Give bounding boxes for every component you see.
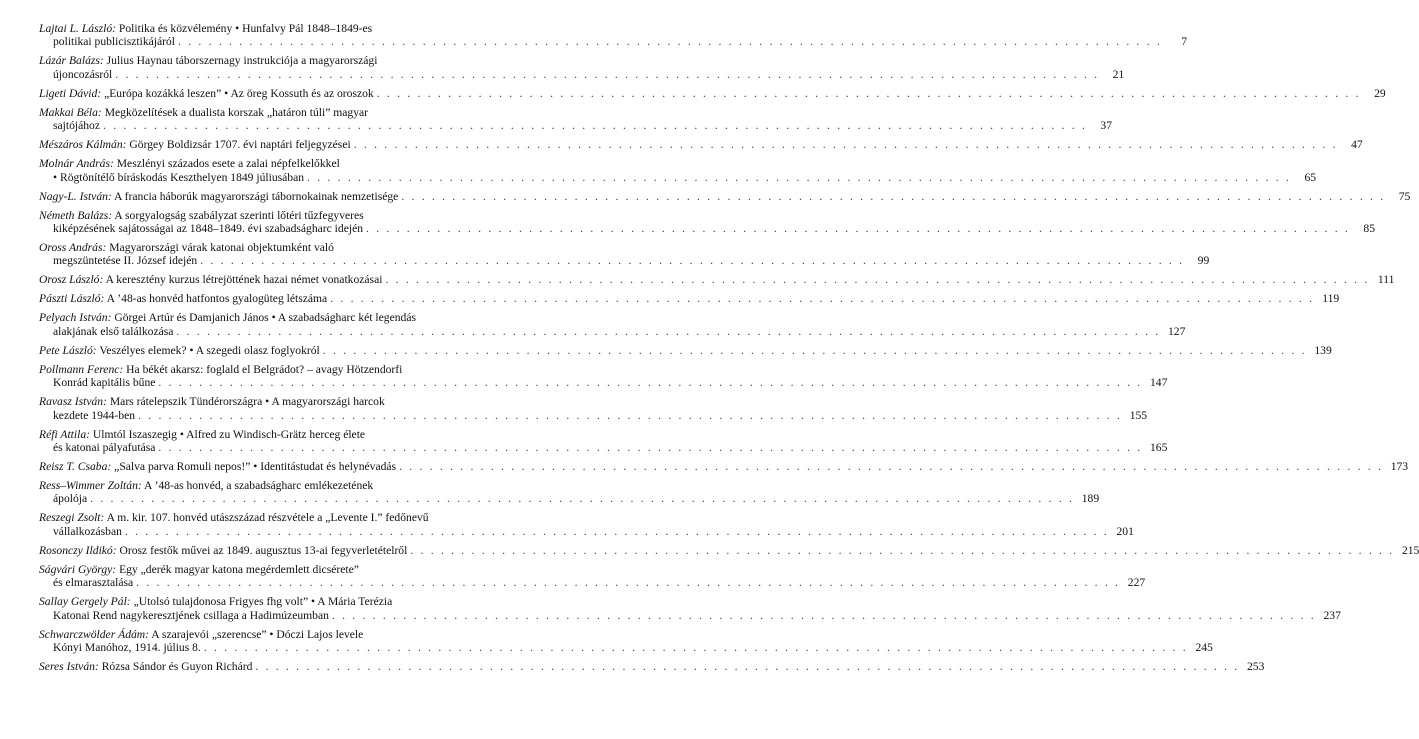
toc-entry (39, 362, 1168, 390)
toc-title: és katonai pályafutása (53, 441, 156, 455)
toc-entry-text (53, 576, 133, 589)
toc-entry-text (39, 344, 320, 357)
toc-entry-line (39, 209, 527, 222)
dot-leader (125, 525, 1109, 538)
toc-title: Ha békét akarsz: foglald el Belgrádot? – avagy Hötzendorfi (126, 362, 403, 376)
toc-entry-line (39, 543, 1419, 557)
toc-entry (39, 460, 1409, 474)
toc-entry-line (39, 254, 1210, 268)
toc-entry-text (39, 479, 373, 492)
toc-title: ápolója (53, 492, 88, 506)
toc-author: Pollmann Ferenc: (39, 362, 124, 376)
page-number: 139 (1314, 343, 1332, 357)
page-number: 85 (1363, 222, 1376, 236)
toc-entry (39, 660, 1265, 674)
toc-author: Ligeti Dávid: (39, 86, 102, 100)
dot-leader (204, 641, 1188, 654)
page-number: 227 (1127, 576, 1146, 590)
toc-entry-text (39, 363, 402, 376)
toc-author: Rosonczy Ildikó: (39, 543, 117, 557)
toc-title: Megközelítések a dualista korszak „határon túli” magyar (104, 105, 369, 119)
toc-entry-text (53, 68, 112, 81)
dot-leader (354, 138, 1338, 151)
toc-entry-text (39, 395, 385, 408)
toc-title: A szarajevói „szerencse” • Dóczi Lajos levele (151, 627, 364, 641)
page-number: 75 (1398, 189, 1411, 203)
toc-author: Reszegi Zsolt: (39, 511, 105, 525)
toc-author: Sallay Gergely Pál: (39, 595, 131, 609)
toc-entry-line (39, 22, 527, 35)
toc-title: A sorgyalogság szabályzat szerinti lőtéri tűzfegyveres (114, 208, 364, 222)
dot-leader (90, 492, 1074, 505)
toc-author: Ravasz István: (39, 395, 107, 409)
toc-entry-line (39, 119, 1113, 133)
dot-leader (138, 409, 1122, 422)
toc-entry-text (53, 119, 100, 132)
toc-entry-text (39, 209, 364, 222)
toc-author: Molnár András: (39, 157, 114, 171)
toc-entry-text (39, 241, 334, 254)
toc-author: Németh Balázs: (39, 208, 113, 222)
toc-author: Oross András: (39, 241, 107, 255)
toc-entry-line (39, 524, 1134, 538)
page-number: 127 (1168, 324, 1186, 338)
toc-entry-line (39, 170, 1317, 184)
toc-entry (39, 105, 1113, 133)
toc-title: • Rögtönítélő bíráskodás Keszthelyen 1849 júliusában (53, 170, 305, 184)
toc-entry-text (39, 563, 359, 576)
toc-author: Reisz T. Csaba: (39, 460, 112, 474)
page-number: 201 (1116, 524, 1134, 538)
toc-entry-line (39, 54, 527, 67)
toc-entry-line (39, 408, 1148, 422)
toc-entry-text (53, 492, 87, 505)
toc-entry (39, 595, 1341, 622)
toc-entry-text (39, 190, 398, 203)
toc-entry (39, 343, 1332, 357)
toc-title: Rózsa Sándor és Guyon Richárd (101, 660, 253, 674)
toc-entry (39, 208, 1376, 236)
toc-entry (39, 138, 1363, 152)
toc-entry-line (39, 511, 527, 524)
page-number: 111 (1377, 273, 1395, 287)
toc-entry-text (53, 441, 155, 454)
page-number: 65 (1304, 170, 1317, 184)
toc-entry-text (39, 54, 377, 67)
toc-title: Kónyi Manóhoz, 1914. július 8. (53, 641, 201, 655)
toc-title: Julius Haynau táborszernagy instrukciója a magyarországi (106, 54, 378, 68)
toc-entry-text (53, 222, 363, 235)
toc-author: Seres István: (39, 660, 99, 674)
toc-author: Lajtai L. László: (39, 22, 116, 35)
toc-author: Pete László: (39, 343, 97, 357)
dot-leader (385, 273, 1369, 286)
toc-entry (39, 543, 1419, 557)
dot-leader (158, 441, 1142, 454)
toc-entry-line (39, 273, 1395, 287)
toc-author: Makkai Béla: (39, 105, 102, 119)
dot-leader (255, 660, 1239, 673)
toc-entry-line (39, 292, 1340, 306)
toc-entry (39, 562, 1146, 590)
toc-title: Katonai Rend nagykeresztjének csillaga a Hadimúzeumban (53, 608, 329, 622)
toc-entry (39, 86, 1386, 100)
toc-entry-text (39, 273, 382, 286)
toc-entry (39, 395, 1148, 422)
toc-entry (39, 273, 1395, 287)
toc-entry (39, 189, 1411, 203)
toc-title: A m. kir. 107. honvéd utászszázad részvétele a „Levente I.” fedőnevű (106, 511, 429, 525)
toc-title: Veszélyes elemek? • A szegedi olasz foglyokról (99, 343, 320, 357)
toc-entry-line (39, 138, 1363, 152)
toc-entry-line (39, 241, 527, 254)
toc-title: sajtójához (53, 119, 101, 133)
toc-entry-text (53, 409, 135, 422)
toc-entry-line (39, 395, 527, 408)
toc-title: politikai publicisztikájáról (53, 35, 176, 49)
dot-leader (401, 190, 1385, 203)
toc-title: Görgey Boldizsár 1707. évi naptári feljegyzései (129, 138, 351, 152)
toc-entry (39, 627, 1213, 655)
page-number: 29 (1374, 86, 1386, 100)
toc-entry-line (39, 563, 527, 576)
toc-title: Görgei Artúr és Damjanich János • A szabadságharc két legendás (114, 311, 416, 325)
page-number: 147 (1150, 376, 1168, 390)
dot-leader (307, 171, 1291, 184)
toc-author: Orosz László: (39, 273, 104, 287)
dot-leader (136, 576, 1120, 589)
toc-entry-line (39, 222, 1376, 236)
toc-title: újoncozásról (53, 67, 113, 81)
dot-leader (332, 609, 1316, 622)
toc-entry-text (53, 254, 197, 267)
page-number: 215 (1401, 543, 1419, 557)
toc-entry (39, 22, 1188, 49)
toc-title: megszüntetése II. József idején (53, 254, 198, 268)
page-number: 237 (1323, 608, 1341, 622)
toc-entry-text (39, 595, 392, 608)
page-number: 245 (1195, 641, 1213, 655)
dot-leader (410, 544, 1394, 557)
toc-entry-line (39, 86, 1386, 100)
toc-entry-text (39, 628, 363, 641)
toc-author: Pelyach István: (39, 311, 112, 325)
toc-entry-line (39, 660, 1265, 674)
toc-entry-text (53, 376, 155, 389)
toc-entry-text (53, 609, 329, 622)
toc-entry-text (39, 292, 327, 305)
toc-title: A ’48-as honvéd hatfontos gyalogüteg létszáma (106, 292, 328, 306)
toc-entry-text (39, 87, 374, 100)
toc-entry (39, 54, 1125, 81)
toc-entry (39, 292, 1340, 306)
toc-entry-text (39, 660, 252, 673)
toc-entry-line (39, 343, 1332, 357)
toc-author: Nagy-L. István: (39, 189, 112, 203)
toc-entry-line (39, 106, 527, 119)
page-number: 37 (1100, 119, 1113, 133)
toc-title: „Utolsó tulajdonosa Frigyes fhg volt” • A Mária Terézia (133, 595, 393, 609)
toc-title: Konrád kapitális bűne (53, 376, 156, 390)
toc-entry-line (39, 576, 1146, 590)
toc-title: kezdete 1944-ben (53, 408, 136, 422)
toc-title: Egy „derék magyar katona megérdemlett dicsérete” (119, 562, 359, 576)
toc-entry-line (39, 628, 527, 641)
toc-entry-text (53, 641, 201, 654)
dot-leader (366, 222, 1350, 235)
page-number: 173 (1390, 460, 1409, 474)
page-number: 7 (1181, 35, 1188, 49)
toc-entry-line (39, 460, 1409, 474)
toc-entry-line (39, 641, 1213, 655)
toc-entry-text (53, 35, 175, 48)
toc-entry-text (39, 138, 351, 151)
toc-title: A keresztény kurzus létrejöttének hazai német vonatkozásai (105, 273, 383, 287)
toc-title: kiképzésének sajátosságai az 1848–1849. évi szabadságharc idején (53, 222, 364, 236)
toc-entry-text (39, 106, 368, 119)
table-of-contents (39, 22, 1419, 679)
toc-title: alakjának első találkozása (53, 324, 174, 338)
toc-entry-line (39, 67, 1125, 81)
page-number: 119 (1322, 292, 1340, 306)
toc-entry (39, 427, 1168, 455)
toc-entry-text (53, 171, 304, 184)
toc-title: „Európa kozákká leszen” • Az öreg Kossuth és az oroszok (104, 86, 374, 100)
toc-entry-text (39, 311, 416, 324)
page-number: 99 (1197, 254, 1210, 268)
dot-leader (200, 254, 1184, 267)
toc-entry-text (39, 511, 429, 524)
toc-entry-line (39, 363, 527, 376)
toc-entry-line (39, 479, 527, 492)
toc-title: Orosz festők művei az 1849. augusztus 13-ai fegyverletételről (119, 543, 408, 557)
toc-entry (39, 157, 1317, 184)
toc-entry-line (39, 441, 1168, 455)
toc-entry-text (39, 544, 407, 557)
toc-entry-line (39, 324, 1186, 338)
dot-leader (330, 292, 1314, 305)
dot-leader (178, 35, 1162, 48)
toc-entry-line (39, 492, 1100, 506)
page-number: 155 (1129, 408, 1148, 422)
toc-entry (39, 311, 1186, 338)
toc-title: A francia háborúk magyarországi tábornokainak nemzetisége (114, 189, 399, 203)
toc-author: Ságvári György: (39, 562, 117, 576)
toc-title: Meszlényi százados esete a zalai népfelkelőkkel (116, 157, 340, 171)
toc-entry-line (39, 376, 1168, 390)
toc-entry (39, 479, 1100, 506)
toc-title: Politika és közvélemény • Hunfalvy Pál 1848–1849-es (118, 22, 373, 35)
toc-entry-line (39, 428, 527, 441)
toc-title: A ’48-as honvéd, a szabadságharc emlékezetének (144, 479, 374, 493)
toc-entry-line (39, 608, 1341, 622)
toc-entry (39, 511, 1134, 538)
page-number: 189 (1081, 492, 1100, 506)
toc-entry-text (53, 325, 173, 338)
toc-author: Ress–Wimmer Zoltán: (39, 479, 142, 493)
toc-author: Réfi Attila: (39, 427, 90, 441)
toc-entry-line (39, 35, 1188, 49)
dot-leader (399, 460, 1383, 473)
toc-entry (39, 241, 1210, 268)
toc-entry-text (39, 157, 340, 170)
toc-author: Lázár Balázs: (39, 54, 104, 68)
toc-entry-text (53, 525, 122, 538)
toc-title: és elmarasztalása (53, 576, 134, 590)
toc-title: Mars rátelepszik Tündérországra • A magyarországi harcok (109, 395, 385, 409)
dot-leader (103, 119, 1087, 132)
toc-title: Magyarországi várak katonai objektumként való (109, 241, 334, 255)
dot-leader (158, 376, 1142, 389)
toc-author: Schwarczwölder Ádám: (39, 627, 150, 641)
toc-entry-text (39, 428, 365, 441)
dot-leader (115, 68, 1099, 81)
page-number: 21 (1112, 67, 1125, 81)
toc-author: Pászti László: (39, 292, 105, 306)
toc-entry-line (39, 189, 1411, 203)
toc-entry-line (39, 595, 527, 608)
dot-leader (377, 87, 1361, 100)
toc-entry-line (39, 157, 527, 170)
dot-leader (323, 344, 1307, 357)
dot-leader (176, 325, 1160, 338)
toc-title: vállalkozásban (53, 524, 122, 538)
page-number: 165 (1149, 441, 1168, 455)
toc-title: Ulmtól Iszaszegig • Alfred zu Windisch-Grätz herceg élete (92, 427, 366, 441)
toc-entry-text (39, 22, 372, 35)
toc-author: Mészáros Kálmán: (39, 138, 127, 152)
page-number: 47 (1351, 138, 1363, 152)
toc-entry-text (39, 460, 396, 473)
toc-title: „Salva parva Romuli nepos!” • Identitástudat és helynévadás (114, 460, 397, 474)
toc-entry-line (39, 311, 527, 324)
page-number: 253 (1247, 660, 1265, 674)
